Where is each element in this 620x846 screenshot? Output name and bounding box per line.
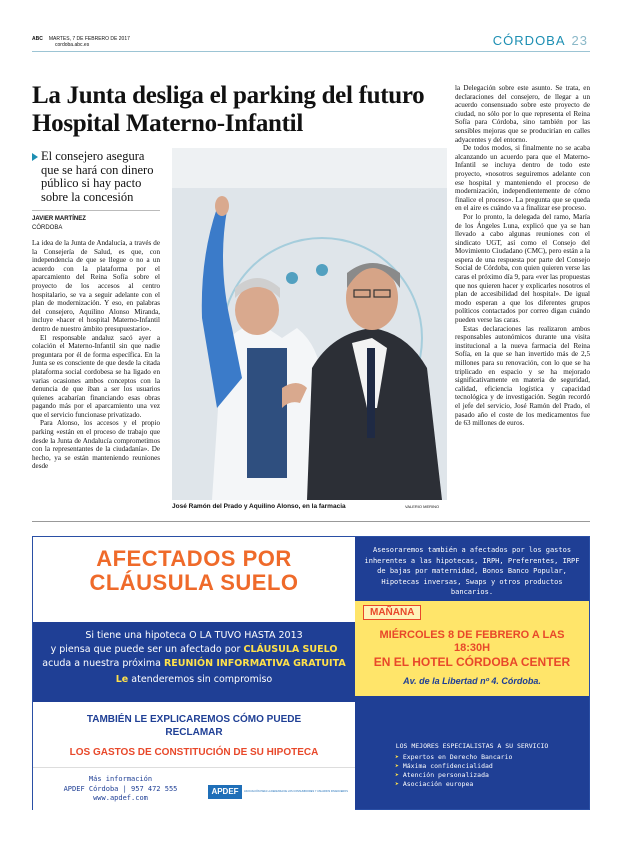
header-meta [32,36,130,48]
paragraph: De todos modos, si finalmente no se acaba alcanzando un acuerdo para que el Materno-Infantil se incluya dentro de todo este proyecto, «nosotros seguiremos adelante con ese hospital y manteniendo el proceso de modernización, independientemente de cómo finalice el proceso». La pregunta que se queda en el aire es cuándo va a finalizar ese proceso. [455,144,590,213]
contact-phone: APDEF Córdoba | 957 472 555 [63,784,178,793]
subheadline [32,150,162,204]
dateline-city: CÓRDOBA [32,225,63,231]
ad-services-text: Asesoraremos también a afectados por los gastos inherentes a las hipotecas, IRPH, Preferentes, IRPF de bajas por maternidad, Bonos Banco Popular, Hipotecas inversas, Swaps y otros productos bancarios. [364,546,580,596]
band-highlight: Le [115,674,129,685]
manana-badge: MAÑANA [363,605,421,620]
ad-also-text [33,713,355,739]
headline: La Junta desliga el parking del futuro Hospital Materno-Infantil [32,82,425,137]
list-item: ➤ Expertos en Derecho Bancario [395,753,585,762]
band-highlight: CLÁUSULA SUELO [243,644,338,655]
event-date-line-2: 18:30H [453,642,491,654]
bullet-triangle-icon [32,153,38,161]
band-text: y piensa que puede ser un afectado por [50,644,244,655]
paragraph: Para Alonso, los accesos y el propio parking «están en el proceso de trabajo que desde la Junta de Andalucía comprometimos con la representantes de la ciudadanía». De hecho, ya se están manteniendo reuniones desde [32,419,160,471]
byline-divider [32,210,160,211]
photo-credit: VALERIO MERINO [405,504,440,509]
ad-info-band [33,622,355,702]
ad-gastos-text: LOS GASTOS DE CONSTITUCIÓN DE SU HIPOTECA [69,747,319,758]
ad-title [33,547,355,595]
issue-date: MARTES, 7 DE FEBRERO DE 2017 [48,36,130,42]
paper-url: cordoba.abc.es [55,42,90,48]
apdef-logo-tagline: ASOCIACIÓN PARA LA DEFENSA DE LOS CONSUMIDORES Y USUARIOS FINANCIEROS [244,790,348,793]
ad-left-panel [33,537,355,809]
article-column-1 [32,239,160,511]
band-text: atenderemos sin compromiso [128,674,273,685]
article-bottom-divider [32,521,590,522]
band-line-3 [33,658,355,669]
band-text: acuda a nuestra próxima [42,658,164,669]
contact-title: Más información [88,775,153,783]
ad-right-panel [355,537,589,809]
also-line-1: TAMBIÉN LE EXPLICAREMOS CÓMO PUEDE [86,714,302,725]
ad-title-line-2: CLÁUSULA SUELO [89,570,299,595]
paper-name: ABC [32,36,43,42]
ad-event-box [355,601,589,696]
ad-contact [33,775,208,804]
section-name: CÓRDOBA [492,33,566,48]
event-venue: EN EL HOTEL CÓRDOBA CENTER [373,655,571,669]
section-header [493,33,588,48]
paragraph: El responsable andaluz sacó ayer a colación el Materno-Infantil sin que nadie preguntara por él de forma específica. En la Junta se es consciente de que desde la citada plataforma social cordobesa se ha ligado en varias ocasiones ambos conceptos con la denuncia de que iban a ser los usuarios quienes acabarían financiando esas obras pagando más por el aparcamiento una vez que el servicio funcionase privatizado. [32,333,160,419]
list-item: ➤ Asociación europea [395,780,585,789]
band-line-2 [33,644,355,655]
paragraph: Por lo pronto, la delegada del ramo, María de los Ángeles Luna, explicó que ya se han llevado a cabo algunas reuniones con el sindicato UGT, así como el Consejo del Movimiento Ciudadano (CMC), pero están a la espera de una respuesta por parte del Consejo Social de Córdoba, con quien quieren verse las caras el próximo día 9, para «ver las propuestas que nos quieren hacer y explicarles nosotros el plan de accesibilidad del hospital». De igual modo esperan a que los diferentes grupos políticos contactados por correo digan cuándo pueden verse las caras. [455,212,590,325]
also-line-2: RECLAMAR [165,727,223,738]
subheadline-text: El consejero asegura que se hará con dinero público si hay pacto sobre la concesión [41,149,154,204]
band-line-1 [33,630,355,641]
photo-illustration [172,148,447,500]
band-text: Si tiene una hipoteca [85,630,190,641]
advertisement[interactable] [32,536,590,810]
article-column-3 [455,84,590,514]
experts-list [395,753,585,789]
event-date-line-1: MIÉRCOLES 8 DE FEBRERO A LAS [379,629,565,641]
band-line-4 [33,674,355,685]
list-item: ➤ Atención personalizada [395,771,585,780]
band-highlight: O LA TUVO HASTA 2013 [189,630,303,641]
ad-title-line-1: AFECTADOS POR [96,546,292,571]
paragraph: La idea de la Junta de Andalucía, a través de la Consejería de Salud, es que, con independencia de que se llegue o no a un acuerdo con la plataforma por el aparcamiento del Reina Sofía sobre el proyecto de los accesos al centro hospitalario, se va a seguir adelante con el plan de modernización. Y eso, en palabras del consejero, Aquilino Alonso Miranda, incluye «hacer el hospital Materno-Infantil dentro de nuestro ámbito presupuestario». [32,239,160,333]
experts-heading: LOS MEJORES ESPECIALISTAS A SU SERVICIO [395,742,549,750]
event-date [355,629,589,655]
band-highlight: REUNIÓN INFORMATIVA GRATUITA [163,658,346,669]
paragraph: la Delegación sobre este asunto. Se trata, en declaraciones del consejero, de llegar a un acuerdo consensuado sobre este proyecto de ciudad, no sólo por lo que representa el Reina Sofía para Córdoba, sino también por las sensibles mejoras que se producirían en calles adyacentes y del entorno. [455,84,590,144]
event-address: Av. de la Libertad nº 4. Córdoba. [403,676,541,686]
list-item: ➤ Máxima confidencialidad [395,762,585,771]
contact-website[interactable]: www.apdef.com [93,794,148,802]
apdef-logo: APDEF [208,785,242,799]
page-number: 23 [571,33,588,48]
news-photo [172,148,447,500]
header-divider [32,51,590,52]
photo-caption: José Ramón del Prado y Aquilino Alonso, en la farmacia [172,503,346,510]
author: JAVIER MARTÍNEZ [32,216,86,222]
paragraph: Estas declaraciones las realizaron ambos responsables autonómicos durante una visita institucional a la nueva farmacia del Reina Sofía, en la que se han invertido más de 2,5 millones para su renovación, con lo que se ha triplicado en espacio y se ha mejorado significativamente en materia de seguridad, calidad, eficiencia logística y capacidad tecnológica y de investigación. Según recordó el jefe del servicio, José Ramón del Prado, el pasado año el coste de los medicamentos fue de 63 millones de euros. [455,324,590,428]
